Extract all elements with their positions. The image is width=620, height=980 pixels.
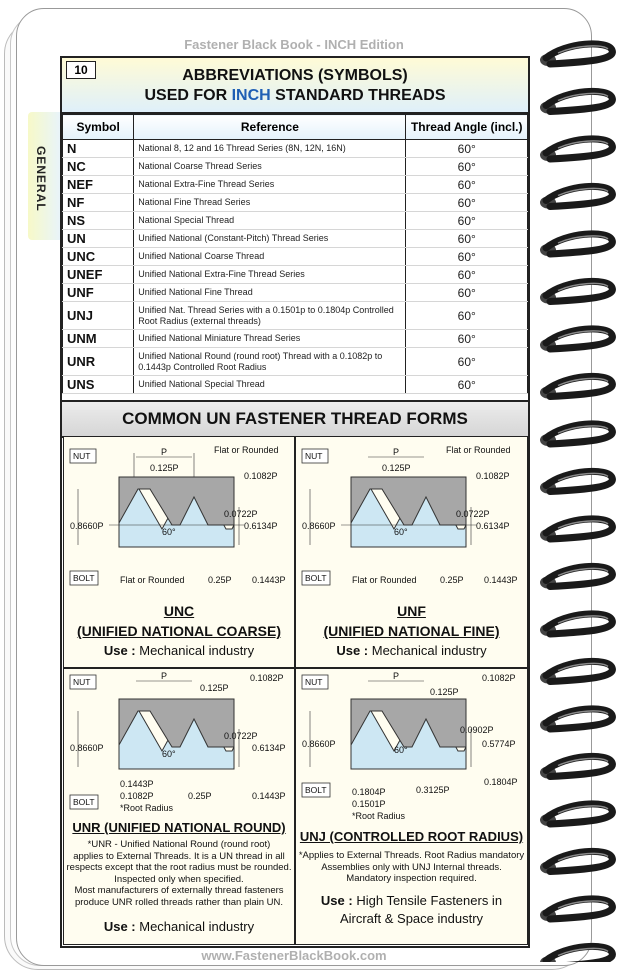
- col-header-angle: Thread Angle (incl.): [406, 115, 528, 140]
- unj-p0902-label: 0.0902P: [460, 725, 494, 735]
- cell-angle: 60°: [406, 266, 528, 284]
- content-frame: [60, 56, 530, 948]
- spiral-coil: [540, 519, 612, 541]
- cell-reference: National Coarse Thread Series: [134, 158, 406, 176]
- cell-angle: 60°: [406, 302, 528, 330]
- unr-use: [64, 919, 294, 934]
- title-pre: USED FOR: [144, 87, 232, 104]
- unc-bolt-label: BOLT: [73, 573, 95, 583]
- unf-p8660-label: 0.8660P: [302, 521, 336, 531]
- unj-use-prefix: Use :: [320, 893, 353, 908]
- cell-reference: National Fine Thread Series: [134, 194, 406, 212]
- note-line: applies to External Threads. It is a UN thread in all: [73, 850, 285, 862]
- unj-p5774-label: 0.5774P: [482, 739, 516, 749]
- unj-bolt-label: BOLT: [305, 785, 327, 795]
- cell-angle: 60°: [406, 212, 528, 230]
- unf-p25-label: 0.25P: [440, 575, 464, 585]
- unr-use-prefix: Use :: [103, 919, 136, 934]
- unf-name: UNF: [397, 603, 426, 619]
- spiral-coil: [540, 709, 612, 731]
- cell-symbol: NC: [63, 158, 134, 176]
- cell-angle: 60°: [406, 248, 528, 266]
- cell-symbol: UNM: [63, 330, 134, 348]
- unr-p1082-label: 0.1082P: [250, 673, 284, 683]
- unr-use-text: Mechanical industry: [135, 919, 255, 934]
- cell-reference: Unified National Fine Thread: [134, 284, 406, 302]
- footer-url[interactable]: www.FastenerBlackBook.com: [201, 948, 387, 963]
- unc-p1082-label: 0.1082P: [244, 471, 278, 481]
- cell-angle: 60°: [406, 330, 528, 348]
- unr-p25-label: 0.25P: [188, 791, 212, 801]
- table-row: [63, 212, 528, 230]
- unj-r1-label: 0.1804P: [352, 787, 386, 797]
- unj-nut-label: NUT: [305, 677, 323, 687]
- panel-unr: [63, 668, 295, 945]
- spiral-coil: [540, 946, 612, 962]
- page-title-line2: [102, 87, 488, 105]
- col-header-reference: Reference: [134, 115, 406, 140]
- cell-reference: Unified National Miniature Thread Series: [134, 330, 406, 348]
- table-row: [63, 248, 528, 266]
- unj-angle-label: 60°: [394, 745, 408, 755]
- unj-p1804-label: 0.1804P: [484, 777, 518, 787]
- page-title-line1: ABBREVIATIONS (SYMBOLS): [182, 67, 408, 84]
- unj-root-label: *Root Radius: [352, 811, 406, 821]
- spiral-coil: [540, 186, 612, 208]
- spiral-coil: [540, 614, 612, 636]
- table-row: [63, 376, 528, 394]
- unf-use: [296, 643, 527, 658]
- unr-note: [66, 839, 292, 908]
- unc-p1443-label: 0.1443P: [252, 575, 286, 585]
- cell-symbol: NS: [63, 212, 134, 230]
- table-row: [63, 302, 528, 330]
- note-line: Inspected only when specified.: [114, 873, 244, 885]
- abbreviations-table: [62, 114, 528, 394]
- spiral-coil: [540, 44, 612, 66]
- unc-p25-label: 0.25P: [208, 575, 232, 585]
- unc-name: UNC: [163, 603, 195, 619]
- unf-use-text: Mechanical industry: [368, 643, 487, 658]
- cell-symbol: UN: [63, 230, 134, 248]
- col-header-symbol: Symbol: [63, 115, 134, 140]
- thread-forms-title: COMMON UN FASTENER THREAD FORMS: [122, 409, 468, 428]
- cell-angle: 60°: [406, 194, 528, 212]
- unj-p3125-label: 0.3125P: [416, 785, 450, 795]
- title-accent: INCH: [231, 87, 271, 104]
- spiral-coil: [540, 899, 612, 921]
- page-number: 10: [66, 61, 96, 79]
- cell-angle: 60°: [406, 176, 528, 194]
- unj-use-text1: High Tensile Fasteners in: [352, 893, 503, 908]
- unc-p0722-label: 0.0722P: [224, 509, 258, 519]
- unf-p125-label: 0.125P: [382, 463, 411, 473]
- spiral-coil: [540, 91, 612, 113]
- unf-use-prefix: Use :: [336, 643, 369, 658]
- cell-symbol: UNJ: [63, 302, 134, 330]
- cell-angle: 60°: [406, 284, 528, 302]
- unr-name: UNR (UNIFIED NATIONAL ROUND): [72, 820, 286, 835]
- cell-reference: Unified National Special Thread: [134, 376, 406, 394]
- unj-use-line1: [296, 893, 527, 908]
- table-row: [63, 284, 528, 302]
- table-row: [63, 330, 528, 348]
- spiral-coil: [540, 756, 612, 778]
- panel-unf: [295, 436, 528, 668]
- unc-use-prefix: Use :: [103, 643, 136, 658]
- cell-angle: 60°: [406, 230, 528, 248]
- table-row: [63, 194, 528, 212]
- spiral-coil: [540, 281, 612, 303]
- unf-thread-diagram: [296, 437, 527, 597]
- cell-reference: Unified National (Constant-Pitch) Thread Series: [134, 230, 406, 248]
- cell-symbol: UNF: [63, 284, 134, 302]
- section-tab-general[interactable]: [28, 112, 61, 240]
- unj-p8660-label: 0.8660P: [302, 739, 336, 749]
- unj-p1082-label: 0.1082P: [482, 673, 516, 683]
- unr-nut-label: NUT: [73, 677, 91, 687]
- unf-nut-label: NUT: [305, 451, 323, 461]
- unc-thread-diagram: [64, 437, 294, 597]
- unr-thread-diagram: [64, 669, 294, 819]
- cell-angle: 60°: [406, 376, 528, 394]
- unc-angle-label: 60°: [162, 527, 176, 537]
- spiral-binding: [536, 32, 620, 962]
- unr-r1-label: 0.1443P: [120, 779, 154, 789]
- table-row: [63, 140, 528, 158]
- cell-symbol: NEF: [63, 176, 134, 194]
- cell-symbol: UNEF: [63, 266, 134, 284]
- unc-flat-bottom-label: Flat or Rounded: [120, 575, 185, 585]
- note-line: Most manufacturers of externally thread fasteners: [74, 885, 284, 896]
- unr-bolt-label: BOLT: [73, 797, 95, 807]
- table-row: [63, 176, 528, 194]
- spiral-coil: [540, 329, 612, 351]
- unj-thread-diagram: [296, 669, 527, 829]
- cell-reference: Unified National Round (round root) Thread with a 0.1082p to 0.1443p Controlled Root Radius: [134, 348, 406, 376]
- note-line: *UNR - Unified National Round (round root): [87, 839, 271, 850]
- spiral-coil: [540, 566, 612, 588]
- cell-angle: 60°: [406, 158, 528, 176]
- unc-flat-top-label: Flat or Rounded: [214, 445, 279, 455]
- cell-reference: Unified National Extra-Fine Thread Series: [134, 266, 406, 284]
- cell-reference: Unified Nat. Thread Series with a 0.1501p to 0.1804p Controlled Root Radius (external threads): [134, 302, 406, 330]
- panel-unj: [295, 668, 528, 945]
- unr-angle-label: 60°: [162, 749, 176, 759]
- cell-reference: Unified National Coarse Thread: [134, 248, 406, 266]
- cell-reference: National Extra-Fine Thread Series: [134, 176, 406, 194]
- unf-p1082-label: 0.1082P: [476, 471, 510, 481]
- spiral-coil: [540, 234, 612, 256]
- note-line: *Applies to External Threads. Root Radius mandatory: [298, 850, 525, 861]
- unj-name: UNJ (CONTROLLED ROOT RADIUS): [299, 829, 524, 844]
- cell-reference: National Special Thread: [134, 212, 406, 230]
- unr-root-label: *Root Radius: [120, 803, 174, 813]
- unf-bolt-label: BOLT: [305, 573, 327, 583]
- book-title: Fastener Black Book - INCH Edition: [184, 37, 404, 52]
- spiral-coil: [540, 661, 612, 683]
- section-tab-label: GENERAL: [34, 146, 48, 212]
- unj-p-label: P: [393, 671, 400, 681]
- table-row: [63, 266, 528, 284]
- unr-p1443-label: 0.1443P: [252, 791, 286, 801]
- unc-use: [64, 643, 294, 658]
- cell-symbol: UNR: [63, 348, 134, 376]
- table-row: [63, 348, 528, 376]
- table-row: [63, 230, 528, 248]
- title-bar: [62, 58, 528, 114]
- unf-p0722-label: 0.0722P: [456, 509, 490, 519]
- unf-p1443-label: 0.1443P: [484, 575, 518, 585]
- cell-reference: National 8, 12 and 16 Thread Series (8N, 12N, 16N): [134, 140, 406, 158]
- thread-forms-bar: [62, 400, 528, 438]
- unf-flat-bottom-label: Flat or Rounded: [352, 575, 417, 585]
- cell-angle: 60°: [406, 348, 528, 376]
- unf-flat-top-label: Flat or Rounded: [446, 445, 511, 455]
- table-row: [63, 158, 528, 176]
- unc-full-name: (UNIFIED NATIONAL COARSE): [76, 623, 282, 639]
- unr-r2-label: 0.1082P: [120, 791, 154, 801]
- spiral-coil: [540, 376, 612, 398]
- unc-p125-label: 0.125P: [150, 463, 179, 473]
- spiral-coil: [540, 851, 612, 873]
- cell-symbol: UNS: [63, 376, 134, 394]
- unr-p6134-label: 0.6134P: [252, 743, 286, 753]
- spiral-coil: [540, 804, 612, 826]
- unr-p8660-label: 0.8660P: [70, 743, 104, 753]
- cell-symbol: UNC: [63, 248, 134, 266]
- unf-p-label: P: [393, 447, 400, 457]
- spiral-coil: [540, 471, 612, 493]
- cell-symbol: N: [63, 140, 134, 158]
- note-line: respects except that the root radius must be rounded.: [66, 862, 292, 873]
- unf-full-name: (UNIFIED NATIONAL FINE): [323, 623, 500, 639]
- unc-p-label: P: [161, 447, 168, 457]
- spiral-coil: [540, 424, 612, 446]
- unj-use-line2: Aircraft & Space industry: [339, 911, 484, 926]
- note-line: Assemblies only with UNJ Internal threads.: [321, 861, 502, 873]
- unc-use-text: Mechanical industry: [135, 643, 255, 658]
- table-body: [63, 140, 528, 394]
- cell-angle: 60°: [406, 140, 528, 158]
- unf-p6134-label: 0.6134P: [476, 521, 510, 531]
- panel-unc: [63, 436, 295, 668]
- unc-p8660-label: 0.8660P: [70, 521, 104, 531]
- note-line: Mandatory inspection required.: [346, 873, 477, 884]
- unr-p125-label: 0.125P: [200, 683, 229, 693]
- spiral-coil: [540, 139, 612, 161]
- cell-symbol: NF: [63, 194, 134, 212]
- unj-p125-label: 0.125P: [430, 687, 459, 697]
- note-line: produce UNR rolled threads rather than plain UN.: [74, 896, 284, 908]
- unj-r2-label: 0.1501P: [352, 799, 386, 809]
- unc-nut-label: NUT: [73, 451, 91, 461]
- unc-p6134-label: 0.6134P: [244, 521, 278, 531]
- unf-angle-label: 60°: [394, 527, 408, 537]
- unr-p-label: P: [161, 671, 168, 681]
- table-header-row: [63, 115, 528, 140]
- unr-p0722-label: 0.0722P: [224, 731, 258, 741]
- unj-note: [298, 850, 525, 885]
- title-post: STANDARD THREADS: [270, 87, 446, 104]
